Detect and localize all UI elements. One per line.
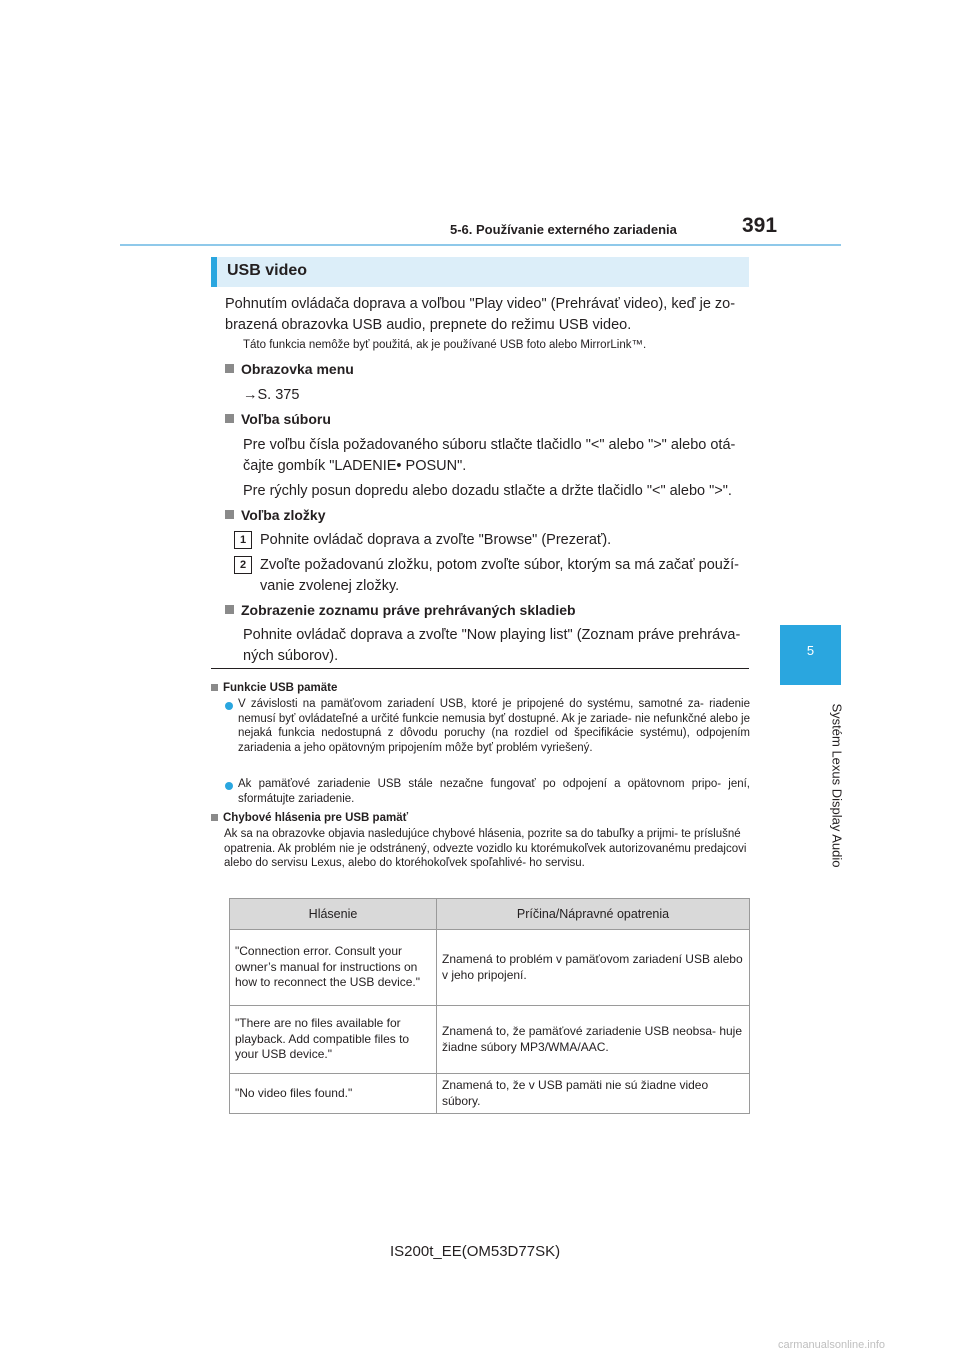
playlist-line-2: ných súborov). bbox=[243, 648, 339, 664]
step-2-line-2: vanie zvolenej zložky. bbox=[260, 578, 400, 594]
table-cell-cause: Znamená to problém v pamäťovom zariadení USB alebo v jeho pripojení. bbox=[437, 930, 750, 1006]
square-bullet-icon bbox=[225, 364, 234, 373]
file-select-subheading bbox=[225, 411, 331, 427]
table-header-row bbox=[230, 899, 750, 930]
footer-model-code: IS200t_EE(OM53D77SK) bbox=[390, 1243, 561, 1260]
section-title: USB video bbox=[227, 262, 308, 279]
table-cell-cause: Znamená to, že pamäťové zariadenie USB neobsa- huje žiadne súbory MP3/WMA/AAC. bbox=[437, 1006, 750, 1074]
chapter-side-label bbox=[830, 700, 844, 870]
table-cell-message: "There are no files available for playback. Add compatible files to your USB device." bbox=[230, 1006, 437, 1074]
usb-functions-heading bbox=[211, 682, 337, 694]
table-row bbox=[230, 1074, 750, 1114]
table-cell-message: "No video files found." bbox=[230, 1074, 437, 1114]
menu-subheading bbox=[225, 361, 354, 377]
file-select-line-2: čajte gombík "LADENIE• POSUN". bbox=[243, 458, 467, 474]
menu-page-reference: →S. 375 bbox=[243, 387, 300, 403]
square-bullet-icon bbox=[211, 814, 218, 821]
table-row bbox=[230, 1006, 750, 1074]
square-bullet-icon bbox=[225, 510, 234, 519]
table-header-cause: Príčina/Nápravné opatrenia bbox=[437, 899, 750, 930]
playlist-subheading bbox=[225, 602, 576, 618]
playlist-subheading-text: Zobrazenie zoznamu práve prehrávaných skladieb bbox=[241, 602, 576, 618]
step-number-2: 2 bbox=[234, 556, 252, 574]
step-2-line-1: Zvoľte požadovanú zložku, potom zvoľte súbor, ktorým sa má začať použí- bbox=[260, 557, 739, 573]
round-bullet-icon bbox=[225, 702, 233, 710]
table-cell-message: "Connection error. Consult your owner’s manual for instructions on how to reconnect the USB device." bbox=[230, 930, 437, 1006]
chapter-side-label-text: Systém Lexus Display Audio bbox=[829, 703, 845, 868]
header-divider bbox=[120, 244, 841, 246]
table-cell-cause: Znamená to, že v USB pamäti nie sú žiadne video súbory. bbox=[437, 1074, 750, 1114]
errors-description: Ak sa na obrazovke objavia nasledujúce chybové hlásenia, pozrite sa do tabuľky a prijmi- te príslušné opatrenia. Ak problém nie je odstránený, odvezte vozidlo ku ktorémukoľvek autorizovanému predajcovi alebo do servisu Lexus, alebo do ktoréhokoľvek spoľahlivé- ho servisu. bbox=[224, 828, 747, 869]
table-header-message: Hlásenie bbox=[230, 899, 437, 930]
square-bullet-icon bbox=[211, 684, 218, 691]
intro-note: Táto funkcia nemôže byť použitá, ak je používané USB foto alebo MirrorLink™. bbox=[243, 339, 647, 351]
intro-line-1: Pohnutím ovládača doprava a voľbou "Play video" (Prehrávať video), keď je zo- bbox=[225, 296, 736, 312]
chapter-tab: 5 bbox=[780, 625, 841, 685]
square-bullet-icon bbox=[225, 605, 234, 614]
playlist-line-1: Pohnite ovládač doprava a zvoľte "Now playing list" (Zoznam práve prehráva- bbox=[243, 627, 741, 643]
watermark: carmanualsonline.info bbox=[778, 1339, 886, 1351]
step-number-1: 1 bbox=[234, 531, 252, 549]
menu-subheading-text: Obrazovka menu bbox=[241, 361, 354, 377]
usb-functions-heading-text: Funkcie USB pamäte bbox=[223, 682, 338, 694]
page-number: 391 bbox=[742, 214, 778, 237]
errors-heading bbox=[211, 812, 408, 824]
table-row bbox=[230, 930, 750, 1006]
step-1-text: Pohnite ovládač doprava a zvoľte "Browse" (Prezerať). bbox=[260, 532, 612, 548]
usb-note-2: Ak pamäťové zariadenie USB stále nezačne fungovať po odpojení a opätovnom pripo- jení, sformátujte zariadenie. bbox=[238, 778, 750, 805]
square-bullet-icon bbox=[225, 414, 234, 423]
errors-heading-text: Chybové hlásenia pre USB pamäť bbox=[223, 812, 409, 824]
file-select-line-1: Pre voľbu čísla požadovaného súboru stlačte tlačidlo "<" alebo ">" alebo otá- bbox=[243, 437, 736, 453]
section-heading-bar bbox=[211, 257, 749, 287]
section-end-divider bbox=[211, 668, 749, 669]
error-message-table bbox=[229, 898, 750, 1114]
round-bullet-icon bbox=[225, 782, 233, 790]
file-select-line-3: Pre rýchly posun dopredu alebo dozadu stlačte a držte tlačidlo "<" alebo ">". bbox=[243, 483, 732, 499]
intro-line-2: brazená obrazovka USB audio, prepnete do režimu USB video. bbox=[225, 317, 632, 333]
folder-select-subheading-text: Voľba zložky bbox=[241, 507, 326, 523]
file-select-subheading-text: Voľba súboru bbox=[241, 411, 331, 427]
usb-note-1: V závislosti na pamäťovom zariadení USB, ktoré je pripojené do systému, samotné za- riadenie nemusí byť ovládateľné a určité funkcie nemusia byť dostupné. Ak je zariade- nie nefunkčné alebo je nejaká funkcia nedostupná z dôvodu poruchy (na rozdiel od špecifikácie systému), odpojením zariadenia a jeho opätovným pripojením môže byť problém vyriešený. bbox=[238, 698, 750, 754]
section-header-title: 5-6. Používanie externého zariadenia bbox=[450, 222, 677, 237]
folder-select-subheading bbox=[225, 507, 326, 523]
